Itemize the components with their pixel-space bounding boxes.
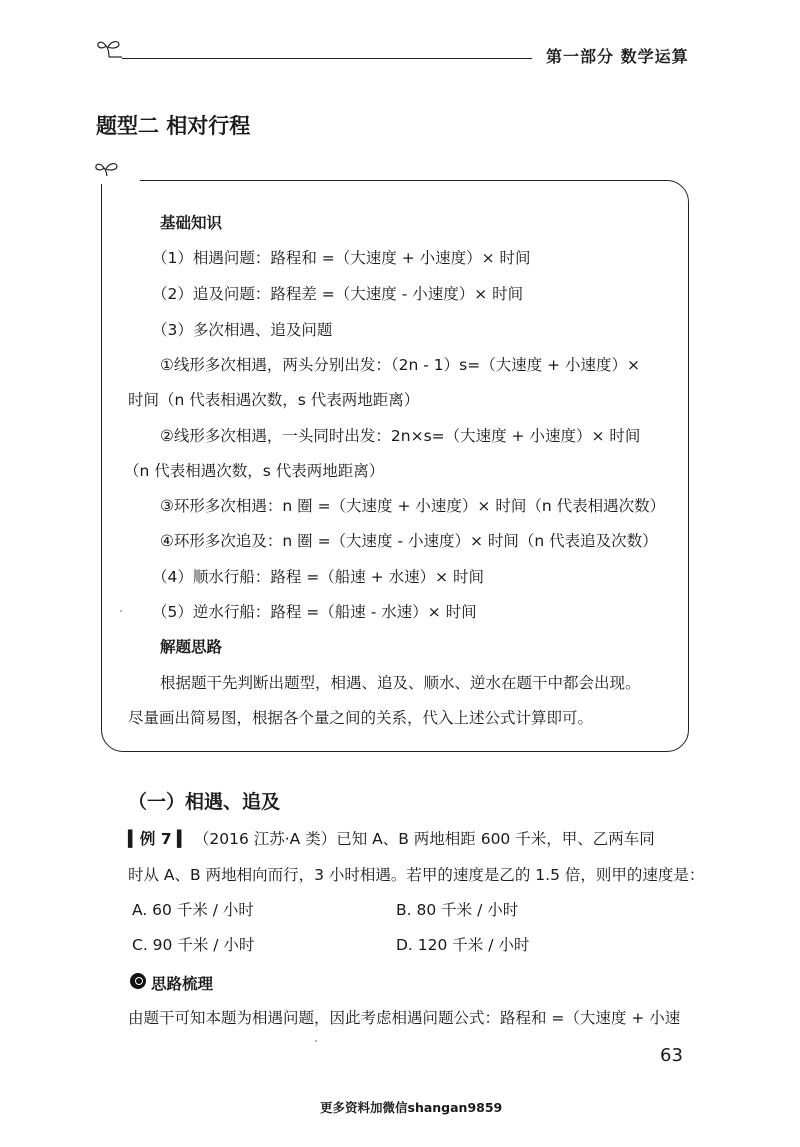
scan-speck bbox=[120, 610, 122, 612]
box-corner-gap bbox=[100, 176, 140, 184]
option-c: C. 90 千米 / 小时 bbox=[132, 936, 255, 954]
analysis-heading: 思路梳理 bbox=[150, 975, 213, 993]
knowledge-item: ③环形多次相遇：n 圈 =（大速度 + 小速度）× 时间（n 代表相遇次数） bbox=[160, 497, 666, 515]
knowledge-item: （5）逆水行船：路程 =（船速 - 水速）× 时间 bbox=[152, 603, 477, 621]
example-question-text: （2016 江苏·A 类）已知 A、B 两地相距 600 千米，甲、乙两车同 bbox=[193, 830, 655, 848]
scan-speck bbox=[315, 1040, 317, 1042]
subsection-title: （一）相遇、追及 bbox=[128, 791, 281, 813]
analysis-heading-row bbox=[130, 973, 213, 994]
lightbulb-icon bbox=[130, 973, 146, 989]
footer-note: 更多资料加微信shangan9859 bbox=[320, 1100, 503, 1115]
knowledge-item: ①线形多次相遇，两头分别出发：（2n - 1）s=（大速度 + 小速度）× bbox=[160, 356, 641, 374]
example-question-line: 时从 A、B 两地相向而行，3 小时相遇。若甲的速度是乙的 1.5 倍，则甲的速度是： bbox=[128, 866, 705, 884]
knowledge-item: （3）多次相遇、追及问题 bbox=[152, 321, 333, 339]
example-tag: ▍例 7 ▍ bbox=[128, 830, 189, 848]
example-question-line bbox=[128, 829, 655, 849]
approach-line: 根据题干先判断出题型，相遇、追及、顺水、逆水在题干中都会出现。 bbox=[160, 674, 641, 692]
knowledge-heading: 基础知识 bbox=[160, 214, 223, 232]
page-number: 63 bbox=[660, 1045, 683, 1066]
header-rule bbox=[122, 58, 532, 59]
knowledge-item: （2）追及问题：路程差 =（大速度 - 小速度）× 时间 bbox=[152, 285, 524, 303]
knowledge-item: （1）相遇问题：路程和 =（大速度 + 小速度）× 时间 bbox=[152, 249, 531, 267]
section-title: 题型二 相对行程 bbox=[96, 114, 251, 138]
analysis-line: 由题干可知本题为相遇问题，因此考虑相遇问题公式：路程和 =（大速度 + 小速 bbox=[128, 1009, 681, 1027]
option-b: B. 80 千米 / 小时 bbox=[396, 901, 519, 919]
approach-line: 尽量画出简易图，根据各个量之间的关系，代入上述公式计算即可。 bbox=[128, 709, 594, 727]
option-a: A. 60 千米 / 小时 bbox=[132, 901, 254, 919]
page-header-title: 第一部分 数学运算 bbox=[546, 47, 689, 66]
knowledge-item: ②线形多次相遇，一头同时出发：2n×s=（大速度 + 小速度）× 时间 bbox=[160, 427, 641, 445]
approach-heading: 解题思路 bbox=[160, 638, 223, 656]
option-d: D. 120 千米 / 小时 bbox=[396, 936, 530, 954]
knowledge-item: （4）顺水行船：路程 =（船速 + 水速）× 时间 bbox=[152, 568, 485, 586]
knowledge-item: ④环形多次追及：n 圈 =（大速度 - 小速度）× 时间（n 代表追及次数） bbox=[160, 532, 658, 550]
knowledge-item: （n 代表相遇次数，s 代表两地距离） bbox=[124, 462, 385, 480]
knowledge-item: 时间（n 代表相遇次数，s 代表两地距离） bbox=[128, 391, 420, 409]
sprout-icon bbox=[96, 38, 122, 58]
